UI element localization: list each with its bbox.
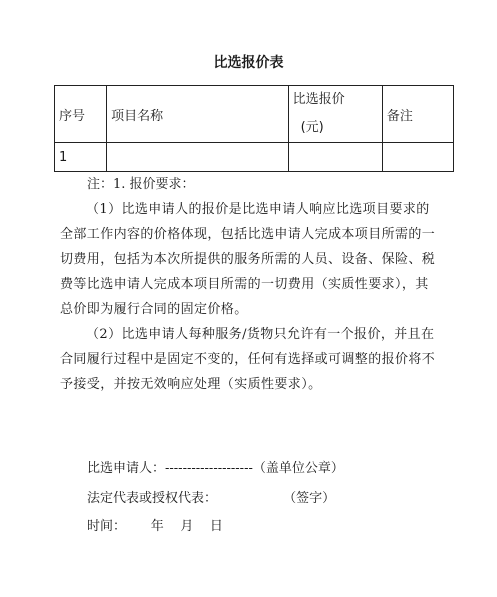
cell-price — [288, 143, 382, 172]
header-price — [288, 86, 382, 143]
header-price-label: 比选报价 — [292, 92, 345, 107]
notes-heading: 注：1. 报价要求： — [87, 177, 195, 192]
cell-remarks — [382, 143, 453, 172]
note-item-2: （2）比选申请人每种服务/货物只允许有一个报价，并且在合同履行过程中是固定不变的，任何有选择或可调整的报价将不予接受，并按无效响应处理（实质性要求）。 — [60, 327, 436, 392]
applicant-signature-line: 比选申请人：--------------------（盖单位公章） — [87, 461, 344, 476]
representative-signature-line: 法定代表或授权代表： （签字） — [87, 491, 336, 506]
header-remarks: 备注 — [382, 86, 453, 143]
table-header-row — [55, 86, 454, 143]
quote-table — [54, 85, 454, 172]
notes-section — [60, 172, 440, 397]
cell-serial: 1 — [55, 143, 107, 172]
table-row — [55, 143, 454, 172]
header-price-unit: (元) — [300, 120, 324, 135]
page-title: 比选报价表 — [213, 55, 284, 71]
cell-item-name — [107, 143, 288, 172]
note-item-1: （1）比选申请人的报价是比选申请人响应比选项目要求的全部工作内容的价格体现，包括比选申请人完成本项目所需的一切费用，包括为本次所提供的服务所需的人员、设备、保险、税费等比选申请人完成本项目所需的一切费用（实质性要求），其总价即为履行合同的固定价格。 — [60, 202, 436, 317]
date-line: 时间： 年 月 日 — [87, 519, 223, 534]
header-item-name: 项目名称 — [107, 86, 288, 143]
header-serial: 序号 — [55, 86, 107, 143]
